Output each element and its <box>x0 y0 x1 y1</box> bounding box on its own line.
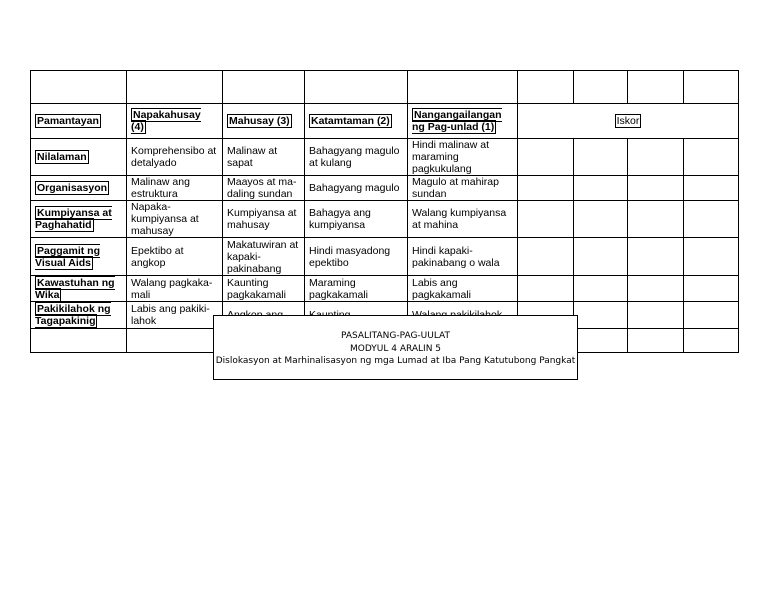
header-level1-cell <box>408 104 518 139</box>
score-cell <box>628 139 684 176</box>
criterion-label: Organisasyon <box>37 182 108 194</box>
header-row <box>31 104 739 139</box>
blank-top-row <box>31 71 739 104</box>
empty-cell <box>31 329 127 353</box>
level1-cell: Walang kumpiyansa at mahina <box>408 201 518 238</box>
level4-cell: Malinaw ang estruktura <box>127 176 223 201</box>
criterion-cell <box>31 276 127 302</box>
table-row <box>31 139 739 176</box>
header-level1: Nangangailangan ng Pag-unlad (1) <box>412 109 502 133</box>
empty-cell <box>127 329 223 353</box>
criterion-label: Kawastuhan ng Wika <box>35 276 115 301</box>
level3-cell: Makatuwiran at kapaki-pakinabang <box>223 238 305 276</box>
level4-cell: Epektibo at angkop <box>127 238 223 276</box>
score-cell <box>574 201 628 238</box>
level4-cell: Napaka-kumpiyansa at mahusay <box>127 201 223 238</box>
rubric-table <box>30 70 739 353</box>
header-level4-cell <box>127 104 223 139</box>
empty-cell <box>628 71 684 104</box>
empty-cell <box>684 329 739 353</box>
empty-cell <box>31 71 127 104</box>
header-level3: Mahusay (3) <box>229 115 290 127</box>
level3-cell: Kumpiyansa at mahusay <box>223 201 305 238</box>
score-cell <box>574 139 628 176</box>
score-cell <box>684 276 739 302</box>
score-cell <box>518 238 574 276</box>
score-cell <box>684 176 739 201</box>
empty-cell <box>628 329 684 353</box>
score-cell <box>684 139 739 176</box>
score-cell <box>628 176 684 201</box>
level2-cell: Maraming pagkakamali <box>305 276 408 302</box>
header-level2: Katamtaman (2) <box>311 115 390 127</box>
score-cell <box>574 238 628 276</box>
header-criteria: Pamantayan <box>37 115 99 127</box>
table-row <box>31 176 739 201</box>
level2-cell: Bahagya ang kumpiyansa <box>305 201 408 238</box>
score-cell <box>574 276 628 302</box>
header-score: Iskor <box>616 115 640 127</box>
level1-cell: Hindi kapaki-pakinabang o wala <box>408 238 518 276</box>
score-cell <box>518 201 574 238</box>
criterion-cell <box>31 302 127 329</box>
caption-title: PASALITANG-PAG-UULAT <box>340 331 451 341</box>
score-cell <box>684 201 739 238</box>
empty-cell <box>518 71 574 104</box>
level1-cell: Magulo at mahirap sundan <box>408 176 518 201</box>
criterion-label: Kumpiyansa at Paghahatid <box>35 207 112 231</box>
level2-cell: Bahagyang magulo at kulang <box>305 139 408 176</box>
score-cell <box>518 276 574 302</box>
table-row <box>31 238 739 276</box>
criterion-label: Nilalaman <box>37 151 87 163</box>
level4-cell: Labis ang pakiki-lahok <box>127 302 223 329</box>
caption-box <box>213 315 578 380</box>
level2-cell: Bahagyang magulo <box>305 176 408 201</box>
empty-cell <box>684 71 739 104</box>
empty-cell <box>223 71 305 104</box>
score-cell <box>684 302 739 329</box>
score-cell <box>684 238 739 276</box>
header-level4: Napakahusay (4) <box>131 109 201 133</box>
empty-cell <box>127 71 223 104</box>
empty-cell <box>305 71 408 104</box>
level3-cell: Maayos at ma-daling sundan <box>223 176 305 201</box>
caption-module: MODYUL 4 ARALIN 5 <box>349 343 442 354</box>
score-cell <box>628 201 684 238</box>
criterion-label: Pakikilahok ng Tagapakinig <box>35 303 111 327</box>
score-cell <box>574 176 628 201</box>
level1-cell: Labis ang pagkakamali <box>408 276 518 302</box>
criterion-label: Paggamit ng Visual Aids <box>35 244 101 269</box>
header-score-cell <box>518 104 739 139</box>
score-cell <box>628 276 684 302</box>
score-cell <box>628 238 684 276</box>
table-row <box>31 276 739 302</box>
empty-cell <box>574 71 628 104</box>
score-cell <box>574 302 628 329</box>
criterion-cell <box>31 201 127 238</box>
level2-cell: Hindi masyadong epektibo <box>305 238 408 276</box>
level3-cell: Malinaw at sapat <box>223 139 305 176</box>
score-cell <box>518 176 574 201</box>
level3-cell: Kaunting pagkakamali <box>223 276 305 302</box>
header-criteria-cell <box>31 104 127 139</box>
criterion-cell <box>31 176 127 201</box>
criterion-cell <box>31 238 127 276</box>
level1-cell: Hindi malinaw at maraming pagkukulang <box>408 139 518 176</box>
table-row <box>31 201 739 238</box>
header-level2-cell <box>305 104 408 139</box>
criterion-cell <box>31 139 127 176</box>
caption-topic: Dislokasyon at Marhinalisasyon ng mga Lumad at Iba Pang Katutubong Pangkat <box>215 356 576 366</box>
level4-cell: Walang pagkaka-mali <box>127 276 223 302</box>
header-level3-cell <box>223 104 305 139</box>
level4-cell: Komprehensibo at detalyado <box>127 139 223 176</box>
empty-cell <box>574 329 628 353</box>
score-cell <box>628 302 684 329</box>
empty-cell <box>408 71 518 104</box>
score-cell <box>518 139 574 176</box>
